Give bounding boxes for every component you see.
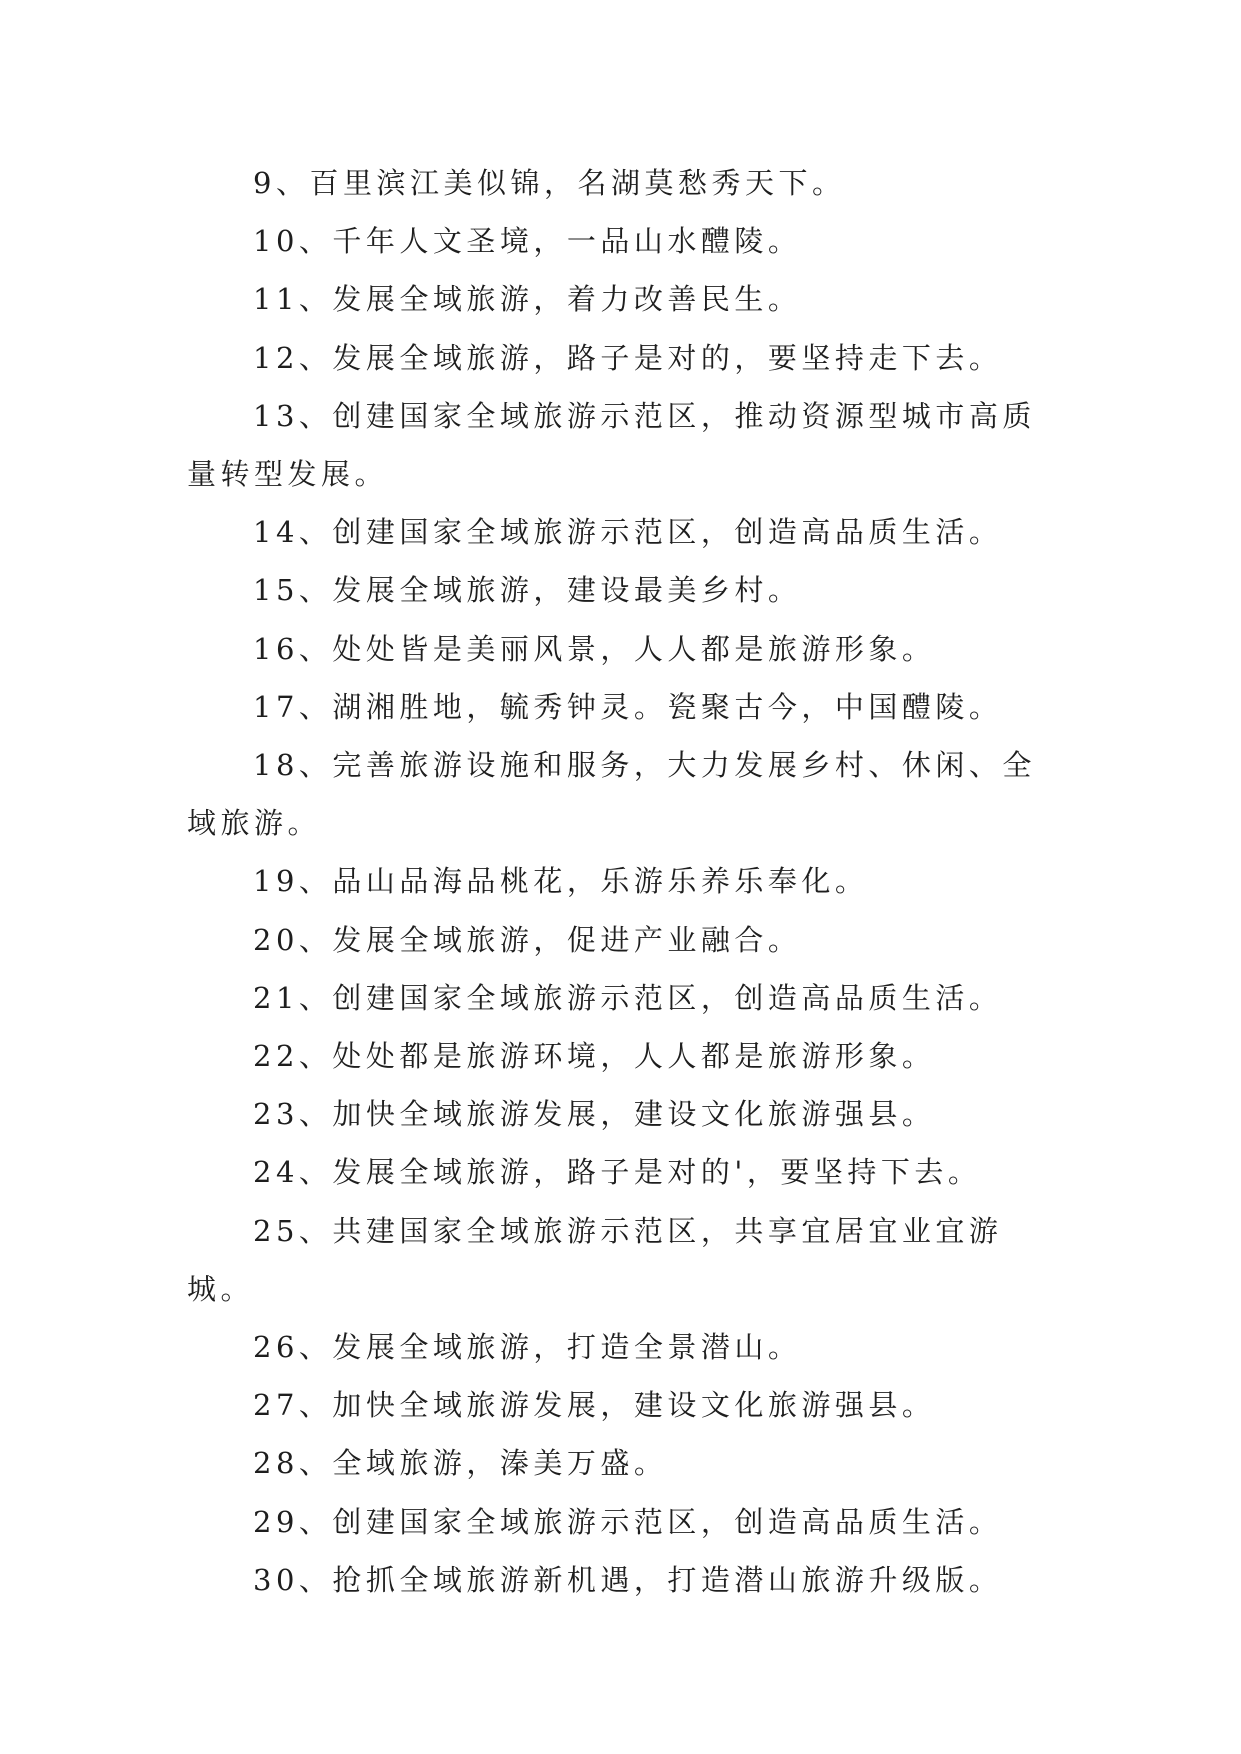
list-item: 19、品山品海品桃花，乐游乐养乐奉化。: [253, 864, 869, 899]
list-item: 20、发展全域旅游，促进产业融合。: [253, 922, 802, 957]
list-item: 18、完善旅游设施和服务，大力发展乡村、休闲、全域旅游。: [187, 748, 1036, 841]
list-item: 25、共建国家全域旅游示范区，共享宜居宜业宜游城。: [187, 1213, 1003, 1306]
list-item: 29、创建国家全域旅游示范区，创造高品质生活。: [253, 1504, 1003, 1539]
list-item: 9、百里滨江美似锦，名湖莫愁秀天下。: [253, 166, 846, 200]
list-item: 30、抢抓全域旅游新机遇，打造潜山旅游升级版。: [253, 1562, 1003, 1597]
list-item: 12、发展全域旅游，路子是对的，要坚持走下去。: [253, 340, 1003, 375]
list-item: 13、创建国家全域旅游示范区，推动资源型城市高质量转型发展。: [187, 398, 1036, 492]
list-item: 28、全域旅游，溱美万盛。: [253, 1446, 668, 1481]
list-item: 21、创建国家全域旅游示范区，创造高品质生活。: [253, 980, 1003, 1015]
list-item: 24、发展全域旅游，路子是对的'，要坚持下去。: [253, 1155, 982, 1190]
slogan-list: [187, 154, 1067, 1609]
list-item: 23、加快全域旅游发展，建设文化旅游强县。: [253, 1097, 936, 1132]
list-item: 26、发展全域旅游，打造全景潜山。: [253, 1330, 802, 1365]
list-item: 16、处处皆是美丽风景，人人都是旅游形象。: [253, 631, 936, 666]
list-item: 10、千年人文圣境，一品山水醴陵。: [253, 224, 802, 259]
list-item: 22、处处都是旅游环境，人人都是旅游形象。: [253, 1039, 936, 1074]
list-item: 17、湖湘胜地，毓秀钟灵。瓷聚古今，中国醴陵。: [253, 689, 1003, 724]
list-item: 11、发展全域旅游，着力改善民生。: [253, 282, 802, 317]
list-item: 15、发展全域旅游，建设最美乡村。: [253, 573, 802, 608]
list-item: 27、加快全域旅游发展，建设文化旅游强县。: [253, 1388, 936, 1423]
list-item: 14、创建国家全域旅游示范区，创造高品质生活。: [253, 515, 1003, 550]
